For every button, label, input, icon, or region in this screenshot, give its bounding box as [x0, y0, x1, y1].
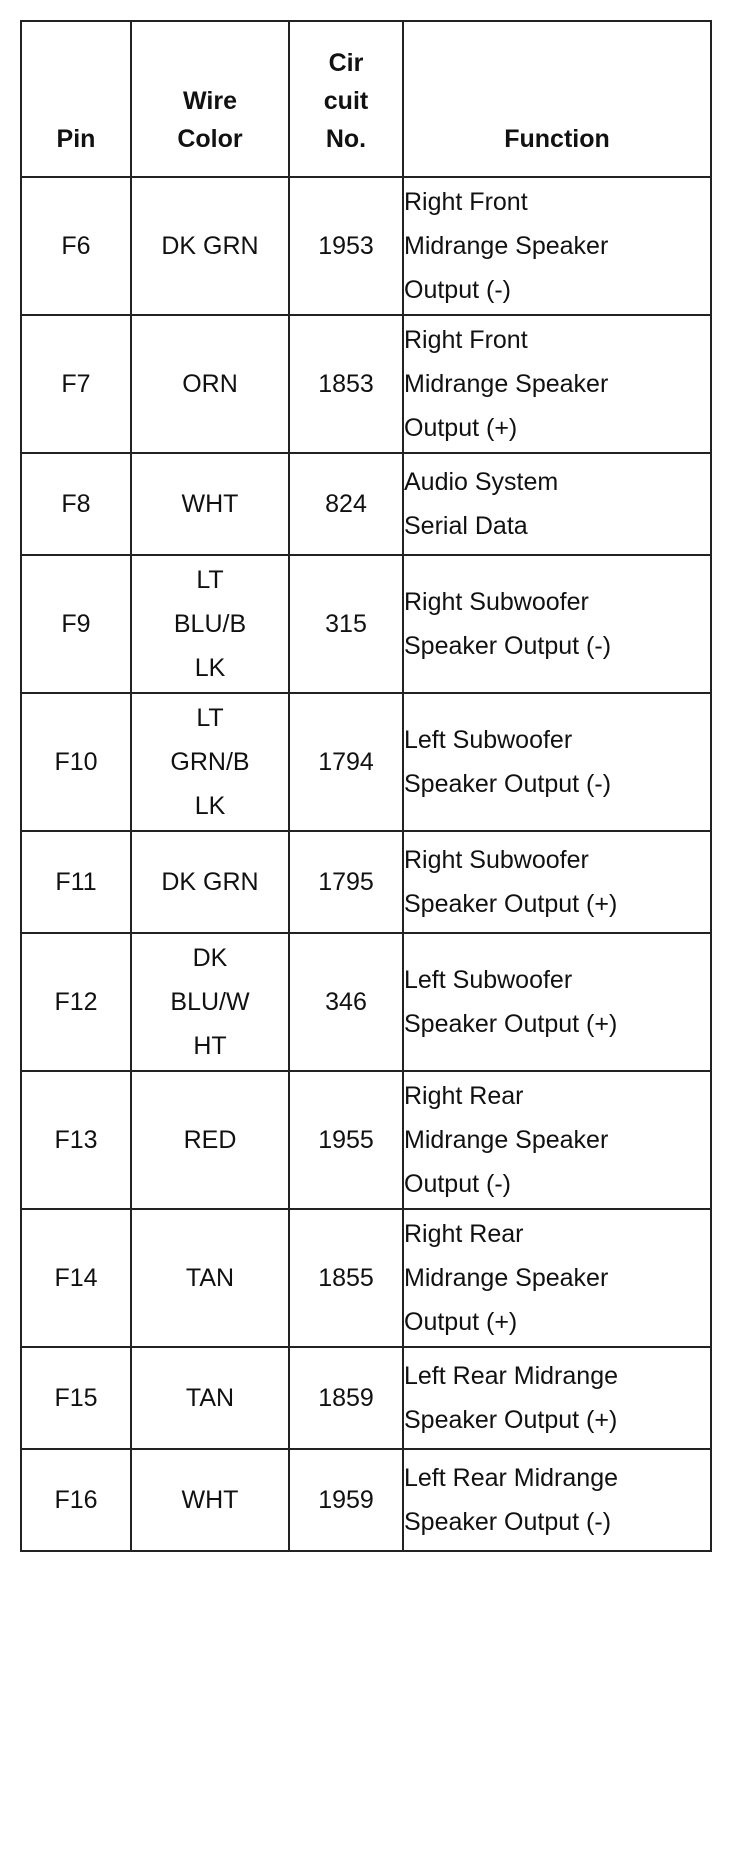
pin-cell-text: F13	[54, 1126, 98, 1154]
wire-color-cell-text: WHT	[181, 1486, 239, 1514]
function-cell-text: Right Rear Midrange Speaker Output (+)	[404, 1220, 609, 1336]
pin-cell	[21, 1449, 131, 1551]
wire-color-cell-text: DK GRN	[161, 868, 259, 896]
function-cell-text: Right Rear Midrange Speaker Output (-)	[404, 1082, 609, 1198]
function-cell	[403, 933, 711, 1071]
circuit-no-cell-text: 346	[325, 988, 367, 1016]
function-cell-text: Right Subwoofer Speaker Output (+)	[404, 846, 618, 918]
wire-color-cell-text: WHT	[181, 490, 239, 518]
table-row	[21, 1071, 711, 1209]
wire-color-cell	[131, 315, 289, 453]
pin-cell-text: F9	[61, 610, 91, 638]
function-cell-text: Audio System Serial Data	[404, 468, 559, 540]
pin-cell	[21, 1209, 131, 1347]
function-cell-text: Left Rear Midrange Speaker Output (+)	[404, 1362, 619, 1434]
wire-color-cell-text: ORN	[182, 370, 238, 398]
pin-cell-text: F12	[54, 988, 98, 1016]
table-row	[21, 453, 711, 555]
pin-cell-text: F15	[54, 1384, 98, 1412]
wire-color-cell	[131, 177, 289, 315]
wire-color-cell-text: LT GRN/B LK	[170, 704, 250, 820]
pin-table	[20, 20, 712, 1552]
table-row	[21, 177, 711, 315]
circuit-no-cell	[289, 555, 403, 693]
pin-cell-text: F7	[61, 370, 91, 398]
function-cell	[403, 1449, 711, 1551]
circuit-no-cell-text: 1953	[318, 232, 374, 260]
header-pin: Pin	[21, 21, 131, 177]
wire-color-cell-text: RED	[183, 1126, 237, 1154]
table-row	[21, 315, 711, 453]
pin-cell	[21, 1347, 131, 1449]
circuit-no-cell-text: 315	[325, 610, 367, 638]
circuit-no-cell	[289, 831, 403, 933]
circuit-no-cell	[289, 453, 403, 555]
pin-cell	[21, 1071, 131, 1209]
circuit-no-cell-text: 824	[325, 490, 367, 518]
pin-cell	[21, 933, 131, 1071]
pin-cell-text: F8	[61, 490, 91, 518]
table-row	[21, 933, 711, 1071]
table-row	[21, 693, 711, 831]
wire-color-cell	[131, 831, 289, 933]
header-wire-color: Wire Color	[131, 21, 289, 177]
circuit-no-cell-text: 1859	[318, 1384, 374, 1412]
table-row	[21, 831, 711, 933]
circuit-no-cell	[289, 933, 403, 1071]
function-cell-text: Left Subwoofer Speaker Output (+)	[404, 966, 618, 1038]
wire-color-cell	[131, 555, 289, 693]
pin-cell	[21, 555, 131, 693]
circuit-no-cell-text: 1855	[318, 1264, 374, 1292]
function-cell	[403, 1071, 711, 1209]
table-header-row	[21, 21, 711, 177]
wire-color-cell	[131, 693, 289, 831]
function-cell-text: Right Subwoofer Speaker Output (-)	[404, 588, 612, 660]
function-cell	[403, 1347, 711, 1449]
function-cell	[403, 831, 711, 933]
pin-cell-text: F10	[54, 748, 98, 776]
circuit-no-cell	[289, 315, 403, 453]
circuit-no-cell-text: 1794	[318, 748, 374, 776]
pin-cell-text: F11	[55, 868, 97, 896]
circuit-no-cell	[289, 693, 403, 831]
function-cell-text: Left Subwoofer Speaker Output (-)	[404, 726, 612, 798]
header-circuit-no: Cir cuit No.	[289, 21, 403, 177]
function-cell-text: Left Rear Midrange Speaker Output (-)	[404, 1464, 619, 1536]
pin-cell-text: F14	[54, 1264, 98, 1292]
circuit-no-cell	[289, 1209, 403, 1347]
pin-cell	[21, 831, 131, 933]
circuit-no-cell	[289, 177, 403, 315]
function-cell-text: Right Front Midrange Speaker Output (-)	[404, 188, 609, 304]
function-cell	[403, 693, 711, 831]
wire-color-cell-text: TAN	[185, 1384, 235, 1412]
circuit-no-cell	[289, 1347, 403, 1449]
wire-color-cell-text: TAN	[185, 1264, 235, 1292]
function-cell	[403, 1209, 711, 1347]
function-cell	[403, 453, 711, 555]
function-cell	[403, 315, 711, 453]
wire-color-cell	[131, 1071, 289, 1209]
pin-cell	[21, 177, 131, 315]
wire-color-cell	[131, 1347, 289, 1449]
pin-cell	[21, 453, 131, 555]
circuit-no-cell-text: 1955	[318, 1126, 374, 1154]
circuit-no-cell-text: 1795	[318, 868, 374, 896]
function-cell-text: Right Front Midrange Speaker Output (+)	[404, 326, 609, 442]
pin-cell	[21, 693, 131, 831]
wire-color-cell-text: DK BLU/W HT	[170, 944, 250, 1060]
circuit-no-cell	[289, 1449, 403, 1551]
circuit-no-cell-text: 1853	[318, 370, 374, 398]
wire-color-cell	[131, 1209, 289, 1347]
table-row	[21, 1449, 711, 1551]
function-cell	[403, 555, 711, 693]
header-function: Function	[403, 21, 711, 177]
wire-color-cell	[131, 1449, 289, 1551]
wire-color-cell-text: LT BLU/B LK	[173, 566, 247, 682]
pin-cell-text: F6	[61, 232, 91, 260]
table-row	[21, 1209, 711, 1347]
wire-color-cell	[131, 933, 289, 1071]
function-cell	[403, 177, 711, 315]
circuit-no-cell-text: 1959	[318, 1486, 374, 1514]
table-row	[21, 1347, 711, 1449]
wire-color-cell-text: DK GRN	[161, 232, 259, 260]
wire-color-cell	[131, 453, 289, 555]
pin-cell	[21, 315, 131, 453]
table-row	[21, 555, 711, 693]
circuit-no-cell	[289, 1071, 403, 1209]
pin-cell-text: F16	[54, 1486, 98, 1514]
